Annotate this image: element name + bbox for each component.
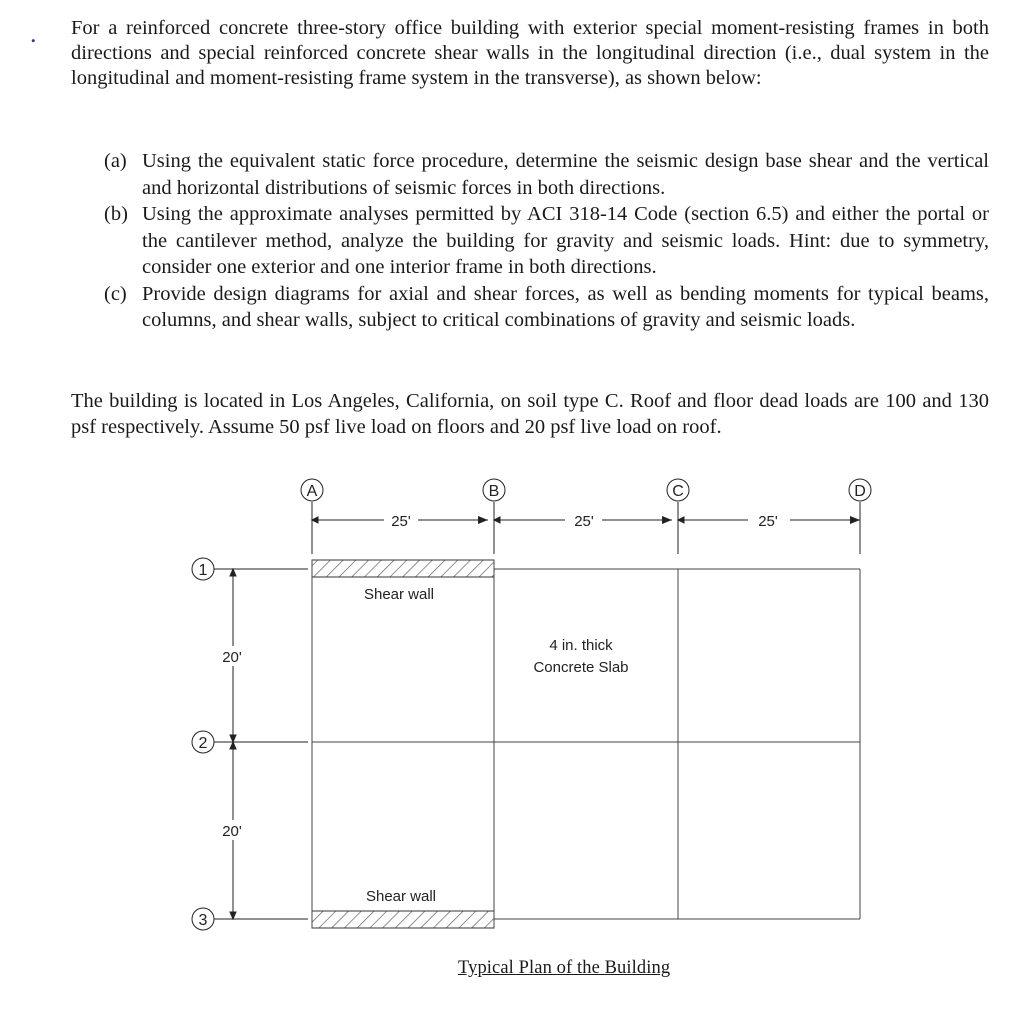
part-text: Using the equivalent static force procedure, determine the seismic design base shear and the vertical and horizontal distributions of seismic forces in both directions. [142,150,989,199]
grid-bubble-D [849,479,871,501]
grid-bubble-2 [192,731,214,753]
grid-label: D [854,483,866,500]
part-tag: (a) [104,150,127,172]
grid-label: 3 [198,912,208,929]
span-label-ab: 25' [391,513,411,530]
grid-bubble-3 [192,908,214,930]
problem-intro: For a reinforced concrete three-story office building with exterior special moment-resisting frames in both directions and special reinforced concrete shear walls in the longitudinal direction (i.e., dual system in the longitudinal and moment-resisting frame system in the transverse), as shown below: [71,17,989,89]
grid-bubble-B [483,479,505,501]
grid-bubble-A [301,479,323,501]
vertical-dimensions [214,569,308,919]
shear-wall-label-top: Shear wall [363,586,435,603]
row-span-label-23: 20' [222,823,242,840]
shear-wall-top [312,560,494,577]
building-plan-drawing [0,470,1024,950]
grid-bubble-C [667,479,689,501]
slab-thickness-label: 4 in. thick [549,637,613,654]
grid-label: B [488,483,500,500]
part-c [104,281,989,334]
list-bullet: . [30,19,37,48]
slab-material-label: Concrete Slab [533,659,629,676]
part-a [104,148,989,201]
building-location-text: The building is located in Los Angeles, California, on soil type C. Roof and floor dead loads are 100 and 130 psf respectively. Assume 50 psf live load on floors and 20 psf live load on roof. [71,390,989,438]
grid-label: A [306,483,318,500]
shear-wall-label-bottom: Shear wall [365,888,437,905]
grid-label: C [672,483,684,500]
part-tag: (c) [104,282,127,305]
grid-label: 1 [198,562,208,579]
part-text: Using the approximate analyses permitted by ACI 318-14 Code (section 6.5) and either the portal or the cantilever method, analyze the building for gravity and seismic loads. Hint: due to symmetry, consider one exterior and one interior frame in both directions. [142,203,989,278]
part-tag: (b) [104,203,128,225]
plan-caption: Typical Plan of the Building [458,958,671,978]
row-span-label-12: 20' [222,649,242,666]
frame-grid [312,560,860,928]
part-b [104,201,989,281]
grid-label: 2 [198,735,208,752]
problem-parts [104,148,989,334]
span-label-bc: 25' [574,513,594,530]
shear-wall-bottom [312,911,494,928]
part-text: Provide design diagrams for axial and shear forces, as well as bending moments for typical beams, columns, and shear walls, subject to critical combinations of gravity and seismic loads. [142,282,989,331]
span-label-cd: 25' [758,513,778,530]
grid-bubble-1 [192,558,214,580]
